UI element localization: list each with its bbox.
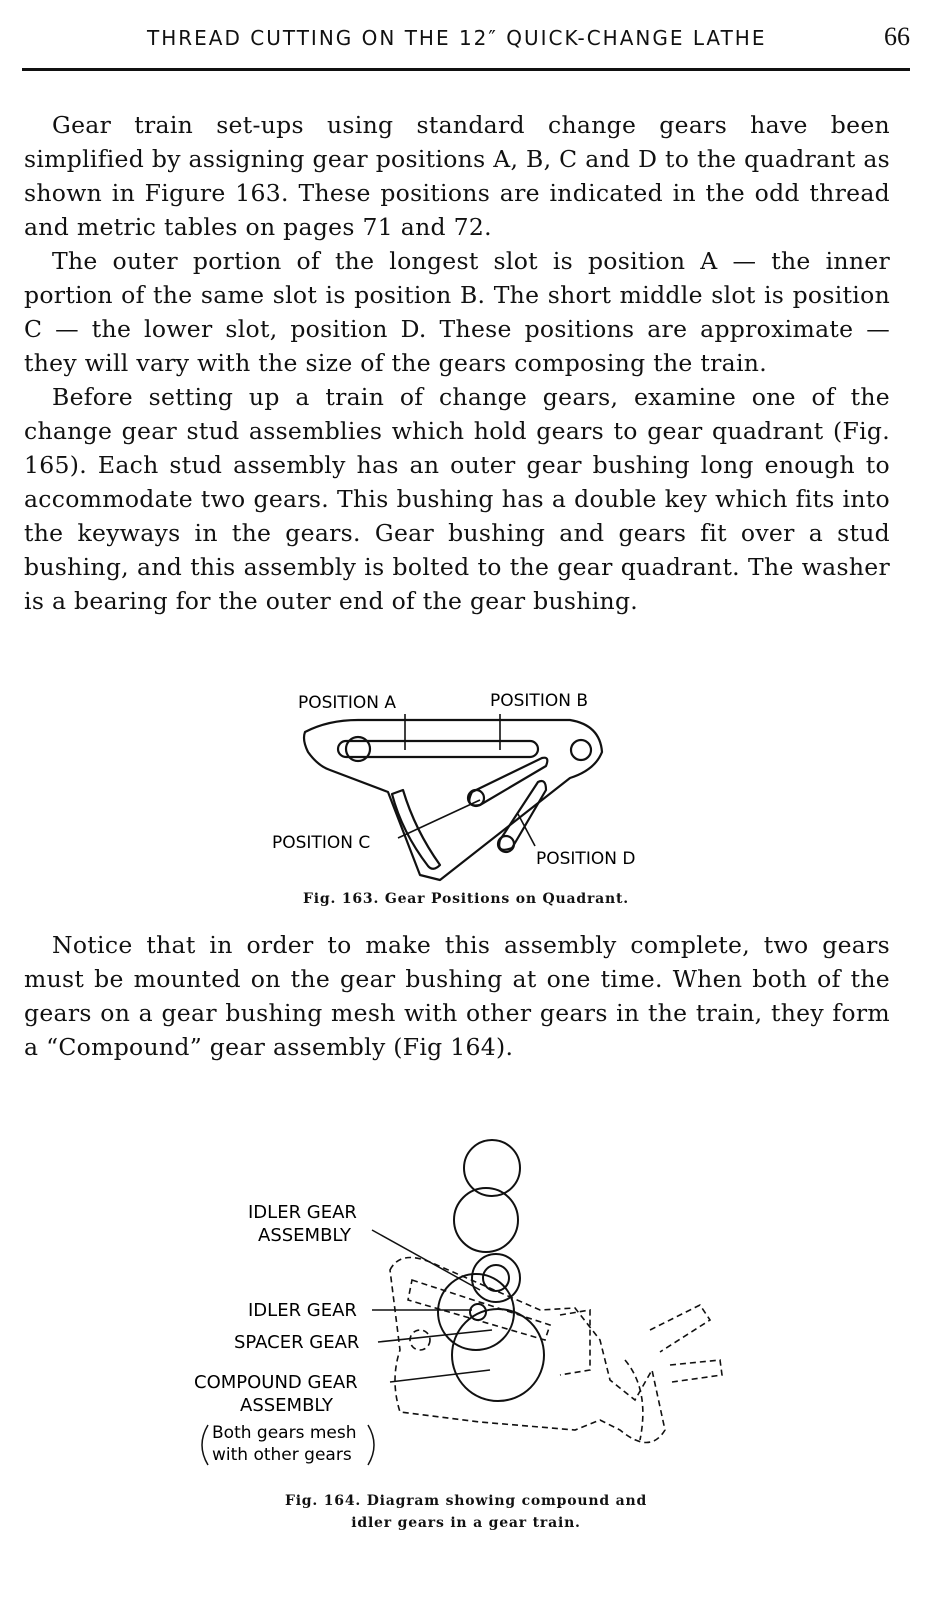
body-text-top [24, 108, 890, 618]
figure-163-caption: Fig. 163. Gear Positions on Quadrant. [303, 891, 629, 907]
idler-gear-small [472, 1254, 520, 1302]
page-header [22, 22, 910, 71]
body-text-bottom [24, 928, 890, 1064]
paragraph-1: Gear train set-ups using standard change gears have been simplified by assigning gear positions A, B, C and D to the quadrant as shown in Figure 163. These positions are indicated in the odd thread and metric tables on pages 71 and 72. [24, 111, 891, 241]
quadrant-dashed-outline [390, 1258, 665, 1443]
running-title: THREAD CUTTING ON THE 12″ QUICK-CHANGE LATHE [147, 26, 767, 50]
label-idler-assembly-1: IDLER GEAR [248, 1202, 357, 1223]
gear-second [454, 1188, 518, 1252]
page-number: 66 [884, 22, 910, 51]
compound-gear [452, 1309, 544, 1401]
label-position-a: POSITION A [298, 693, 396, 713]
figure-164-caption-line-1: Fig. 164. Diagram showing compound and [284, 1493, 648, 1509]
figure-164-caption [0, 1490, 932, 1534]
note-left-paren [202, 1425, 208, 1465]
paragraph-4: Notice that in order to make this assembly complete, two gears must be mounted on the gear bushing at one time. When both of the gears on a gear bushing mesh with other gears in the train, they form a “Compound” gear assembly (Fig 164). [24, 931, 890, 1061]
note-right-paren [368, 1425, 374, 1465]
label-compound-gear-2: ASSEMBLY [240, 1395, 334, 1416]
paragraph-2: The outer portion of the longest slot is position A — the inner portion of the same slot is position B. The short middle slot is position C — the lower slot, position D. These positions are approximate — they will vary with the size of the gears composing the train. [24, 247, 890, 377]
label-position-b: POSITION B [490, 691, 588, 711]
label-note-2: with other gears [212, 1445, 352, 1465]
label-compound-gear-1: COMPOUND GEAR [194, 1372, 358, 1393]
figure-164-diagram [180, 1130, 740, 1490]
label-position-d: POSITION D [536, 849, 636, 869]
label-idler-assembly-2: ASSEMBLY [258, 1225, 352, 1246]
slot-c [469, 758, 547, 806]
pivot-hole [571, 740, 591, 760]
label-spacer-gear: SPACER GEAR [234, 1332, 360, 1353]
label-idler-gear: IDLER GEAR [248, 1300, 357, 1321]
label-note-1: Both gears mesh [212, 1423, 357, 1443]
label-position-c: POSITION C [272, 833, 371, 853]
paragraph-3: Before setting up a train of change gears, examine one of the change gear stud assemblies which hold gears to gear quadrant (Fig. 165). Each stud assembly has an outer gear bushing long enough to accommodate two gears. This bushing has a double key which fits into the keyways in the gears. Gear bushing and gears fit over a stud bushing, and this assembly is bolted to the gear quadrant. The washer is a bearing for the outer end of the gear bushing. [24, 383, 890, 615]
figure-163-diagram [250, 680, 680, 890]
figure-164-caption-line-2: idler gears in a gear train. [351, 1515, 581, 1531]
